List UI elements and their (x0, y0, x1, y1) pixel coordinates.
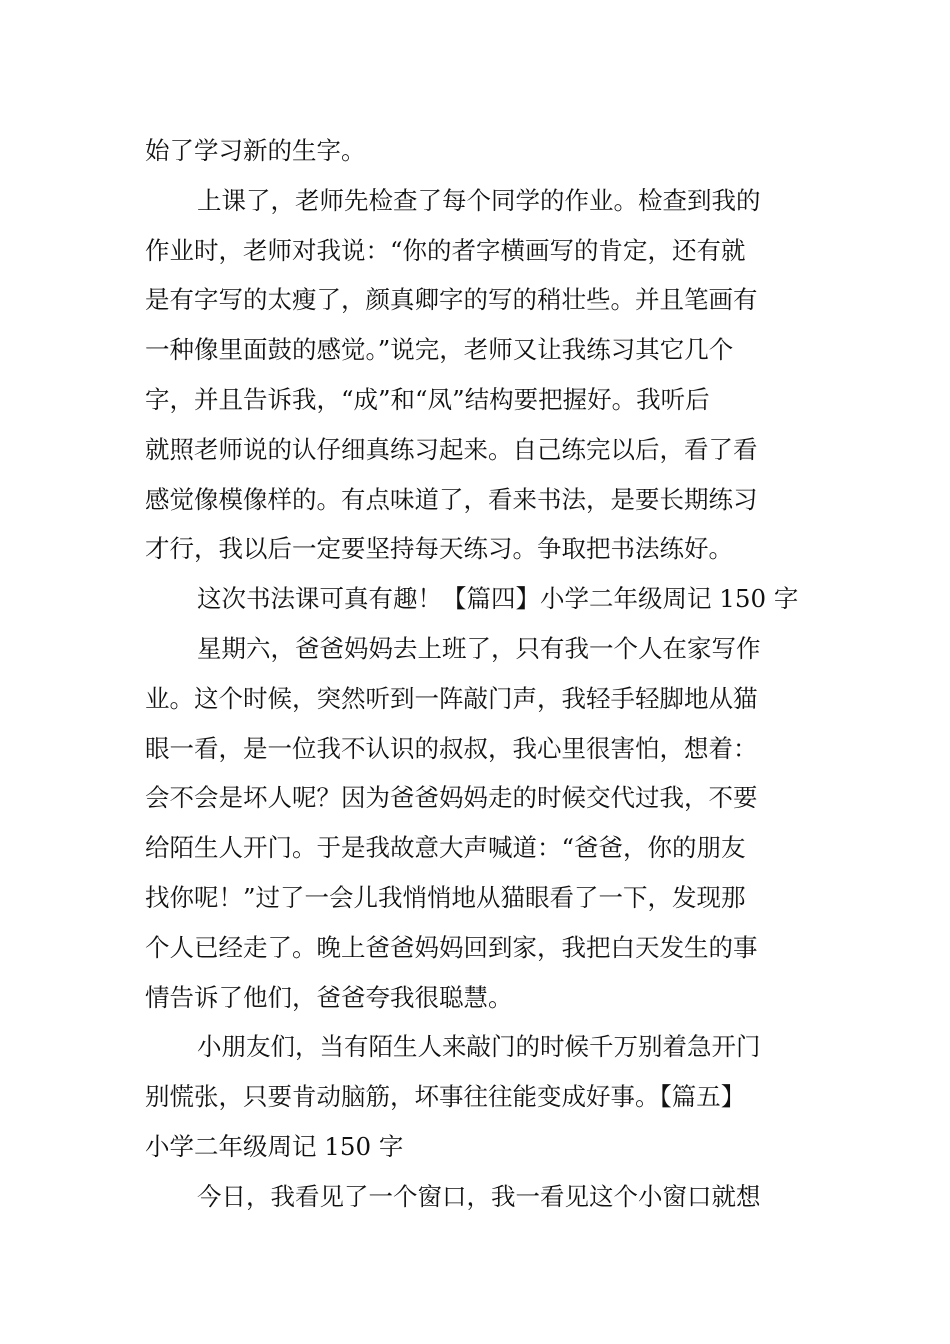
text-line: 今日，我看见了一个窗口，我一看见这个小窗口就想 (197, 1181, 761, 1211)
text-line: 别慌张，只要肯动脑筋，坏事往往能变成好事。【篇五】 (145, 1082, 746, 1112)
text-line: 给陌生人开门。于是我故意大声喊道：“爸爸，你的朋友 (145, 833, 746, 863)
text-line: 小学二年级周记 150 字 (145, 1131, 404, 1161)
text-line: 会不会是坏人呢？因为爸爸妈妈走的时候交代过我，不要 (145, 783, 758, 813)
text-line: 个人已经走了。晚上爸爸妈妈回到家，我把白天发生的事 (145, 932, 758, 962)
text-line: 字，并且告诉我，“成”和“凤”结构要把握好。我听后 (145, 384, 710, 414)
text-line: 始了学习新的生字。 (145, 136, 366, 165)
body-text (145, 126, 825, 1222)
text-line: 业。这个时候，突然听到一阵敲门声，我轻手轻脚地从猫 (145, 683, 758, 713)
text-line: 就照老师说的认仔细真练习起来。自己练完以后，看了看 (145, 434, 758, 464)
text-line: 情告诉了他们，爸爸夸我很聪慧。 (145, 982, 513, 1012)
text-line: 才行，我以后一定要坚持每天练习。争取把书法练好。 (145, 534, 733, 564)
text-line: 小朋友们，当有陌生人来敲门的时候千万别着急开门 (197, 1032, 761, 1062)
text-line: 作业时，老师对我说：“你的者字横画写的肯定，还有就 (145, 235, 746, 265)
text-line: 是有字写的太瘦了，颜真卿字的写的稍壮些。并且笔画有 (145, 285, 758, 315)
text-line: 上课了，老师先检查了每个同学的作业。检查到我的 (197, 185, 761, 215)
text-line: 感觉像模像样的。有点味道了，看来书法，是要长期练习 (145, 484, 758, 514)
text-line: 星期六，爸爸妈妈去上班了，只有我一个人在家写作 (197, 633, 761, 663)
text-line: 一种像里面鼓的感觉。”说完，老师又让我练习其它几个 (145, 335, 734, 365)
text-line: 眼一看，是一位我不认识的叔叔，我心里很害怕，想着： (145, 733, 758, 763)
text-line: 这次书法课可真有趣！【篇四】小学二年级周记 150 字 (197, 584, 799, 614)
text-line: 找你呢！”过了一会儿我悄悄地从猫眼看了一下，发现那 (145, 882, 746, 912)
